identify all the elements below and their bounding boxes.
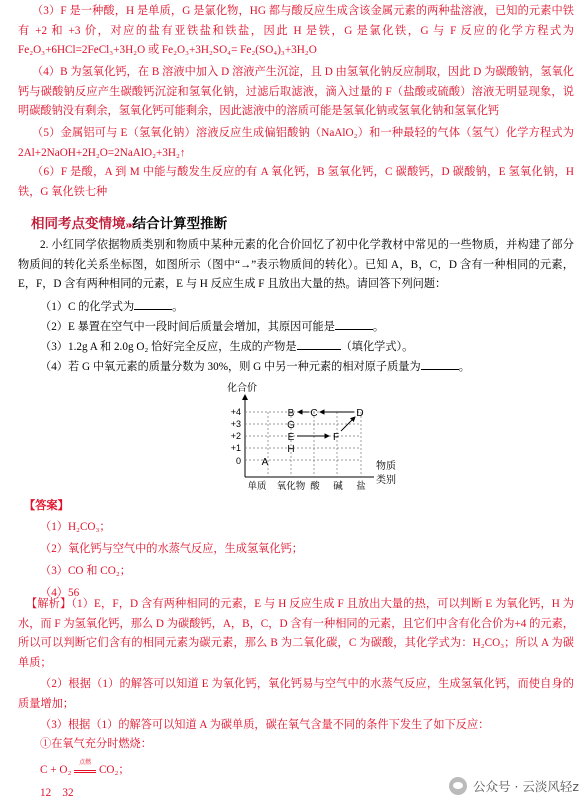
equation-condition: 点燃: [79, 760, 92, 766]
question-4: （4）若 G 中氧元素的质量分数为 30%，则 G 中另一种元素的相对原子质量为 。: [40, 361, 470, 373]
xtick: 酸: [310, 481, 320, 492]
watermark-text: 公众号 · 云淡风轻z: [473, 779, 579, 794]
x-axis-label-1: 物质: [376, 461, 396, 472]
analysis-3: （3）根据（1）的解答可以知道 A 为碳单质，碳在氧气含量不同的条件下发生了如下反应：: [40, 719, 490, 731]
y-axis-label-box: [222, 381, 223, 382]
answer-3: （3）CO 和 CO₂；: [40, 565, 131, 577]
answer-4: （4）56: [40, 587, 80, 599]
xtick: 盐: [356, 481, 366, 492]
prev-answer-3: （3）F 是一种酸，H 是单质，G 是氯化物，HG 都与酸反应生成含该金属元素的两种盐溶液，已知的元素中铁有 +2 和 +3 价，对应的盐有亚铁盐和铁盐，因此 H 是铁，G 是氯化铁，G 与 F 反应的化学方程式为 Fe₂O₃+6HCl=2FeCl₃+3H₂O 或 Fe₂O₃+3H₂SO₄= Fe₂(SO₄)₃+3H₂O: [18, 5, 574, 57]
prev-answer-4: （4）B 为氢氧化钙，在 B 溶液中加入 D 溶液产生沉淀，且 D 由氢氧化钠反应制取，因此 D 为碳酸钠，氢氧化钙与碳酸钠反应产生碳酸钙沉淀和氢氧化钠，过滤后取滤液，滴入过量的 F（盐酸或硫酸）溶液无明显现象，说明碳酸钠没有剩余，氢氧化钙可能剩余，因此滤液中的溶质可能是氢氧化钠或氢氧化钠和氢氧化钙: [18, 66, 574, 118]
question-intro: 2. 小红同学依据物质类别和物质中某种元素的化合价回忆了初中化学教材中常见的一些物质，并构建了部分物质间的转化关系坐标图，如图所示（图中“→”表示物质间的转化）。已知 A，B，C，D 含有一种相同的元素，E，F，D 含有两种相同的元素，E 与 H 反应生成 F 且放出大量的热。请回答下列问题：: [18, 239, 574, 291]
prev-answer-6: （6）F 是酸，A 到 M 中能与酸发生反应的有 A 氧化钙，B 氢氧化钙，C 碳酸钙，D 碳酸钠，E 氢氧化钠，H 铁，G 氧化铁七种: [18, 166, 574, 198]
wechat-icon: [449, 777, 467, 795]
point-label: D: [356, 408, 364, 419]
point-label: F: [332, 432, 340, 443]
xtick: 单质: [247, 481, 267, 492]
section-arrow: »»: [125, 220, 133, 231]
section-title: [31, 212, 227, 232]
analysis-1: 【解析】（1）E，F，D 含有两种相同的元素，E 与 H 反应生成 F 且放出大量的热，可以判断 E 为氧化钙，H 为水，而 F 为氢氧化钙，那么 D 为碳酸钙，A，B，C，D 含有一种相同的元素，且它们中含有化合价为+4 的元素，所以可以判断它们含有的相同元素为碳元素，那么 B 为二氧化碳，C 为碳酸，其化学式为：H₂CO₃；所以 A 为碳单质；: [18, 598, 574, 669]
equation-right: CO₂；: [98, 764, 130, 776]
question-3: （3）1.2g A 和 2.0g O₂ 恰好完全反应，生成的产物是 （填化学式）。: [40, 341, 414, 353]
ytick: +3: [230, 419, 241, 429]
point-label: C: [310, 408, 318, 419]
y-axis-label: 化合价: [227, 383, 257, 394]
valence-diagram: [222, 381, 422, 493]
point-label: E: [287, 432, 295, 443]
arrow-f-d: [341, 417, 355, 431]
answer-1: （1）H₂CO₃；: [40, 521, 111, 533]
equation-masses: 12 32: [40, 787, 74, 799]
watermark: [449, 777, 579, 795]
xtick: 碱: [333, 481, 343, 492]
ytick: +1: [230, 443, 241, 453]
point-label: B: [287, 408, 295, 419]
prev-answer-5: （5）金属铝可与 E（氢氧化钠）溶液反应生成偏铝酸钠（NaAlO₂）和一种最轻的气体（氢气）化学方程式为 2Al+2NaOH+2H₂O=2NaAlO₂+3H₂↑: [18, 127, 574, 159]
ytick: +4: [230, 407, 241, 417]
analysis-4: ①在氧气充分时燃烧：: [40, 738, 152, 750]
answer-2: （2）氧化钙与空气中的水蒸气反应，生成氢氧化钙；: [40, 543, 303, 555]
section-title-a: 相同考点变情境: [31, 216, 126, 231]
question-1: （1）C 的化学式为 。: [40, 301, 184, 313]
analysis-2: （2）根据（1）的解答可以知道 E 为氧化钙，氧化钙易与空气中的水蒸气反应，生成氢氧化钙，而使自身的质量增加；: [18, 678, 574, 710]
point-label: H: [287, 444, 295, 455]
x-axis-label-2: 类别: [376, 475, 396, 486]
ytick: 0: [235, 456, 241, 466]
question-2: （2）E 暴置在空气中一段时间后质量会增加，其原因可能是 。: [40, 321, 385, 333]
answer-head: 【答案】: [24, 500, 69, 512]
section-title-b: 结合计算型推断: [132, 216, 228, 231]
equation: [40, 760, 130, 777]
equation-left: C + O₂: [40, 764, 72, 776]
point-label: G: [287, 420, 295, 431]
xtick: 氧化物: [276, 481, 306, 492]
point-label: A: [261, 457, 269, 468]
ytick: +2: [230, 431, 241, 441]
